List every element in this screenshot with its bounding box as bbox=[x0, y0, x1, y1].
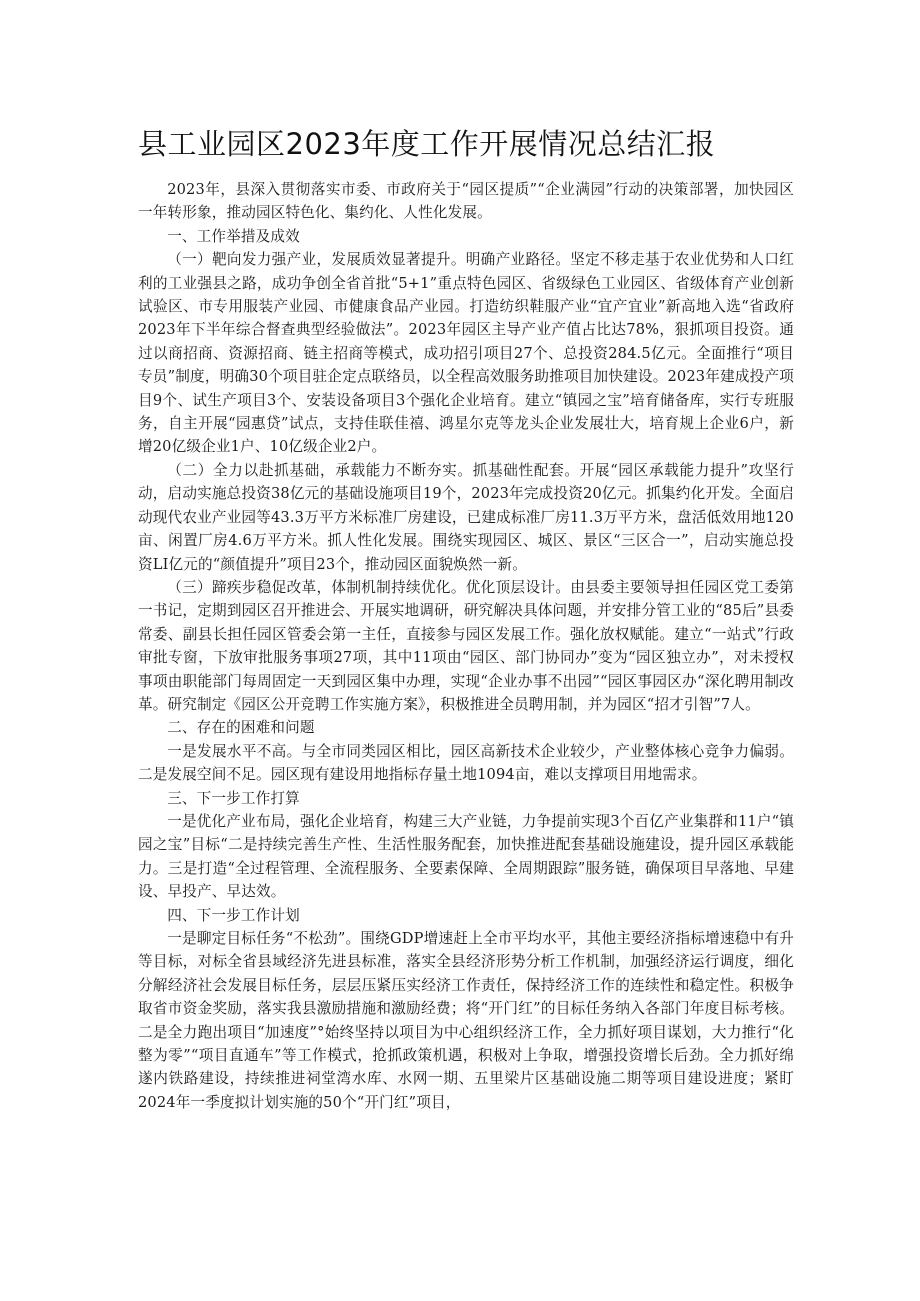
section-heading-problems: 二、存在的困难和问题 bbox=[167, 719, 315, 737]
section-heading-measures: 一、工作举措及成效 bbox=[167, 227, 300, 245]
paragraph-infrastructure: （二）全力以赴抓基础，承载能力不断夯实。抓基础性配套。开展“园区承载能力提升”攻坚行动，启动实施总投资38亿元的基础设施项目19个，2023年完成投资20亿元。抓集约化开发。全面启动现代农业产业园等43.3万平方米标准厂房建设，已建成标准厂房11.3万平方米，盘活低效用地120亩、闲置厂房4.6万平方米。抓人性化发展。围绕实现园区、城区、景区“三区合一”，启动实施总投资LI亿元的“颜值提升”项目23个，推动园区面貌焕然一新。 bbox=[138, 461, 794, 573]
section-heading-next-steps: 三、下一步工作打算 bbox=[167, 789, 300, 807]
intro-paragraph: 2023年，县深入贯彻落实市委、市政府关于“园区提质”“企业满园”行动的决策部署，加快园区一年转形象，推动园区特色化、集约化、人性化发展。 bbox=[138, 181, 794, 222]
section-heading-plan: 四、下一步工作计划 bbox=[167, 906, 300, 924]
paragraph-reform: （三）蹄疾步稳促改革，体制机制持续优化。优化顶层设计。由县委主要领导担任园区党工委第一书记，定期到园区召开推进会、开展实地调研，研究解决具体问题，并安排分管工业的“85后”县委常委、副县长担任园区管委会第一主任，直接参与园区发展工作。强化放权赋能。建立“一站式”行政审批专窗，下放审批服务事项27项，其中11项由“园区、部门协同办”变为“园区独立办”，对未授权事项由职能部门每周固定一天到园区集中办理，实现“企业办事不出园”“园区事园区办“深化聘用制改革。研究制定《园区公开竞聘工作实施方案》，积极推进全员聘用制，并为园区“招才引智”7人。 bbox=[138, 578, 794, 713]
document-title: 县工业园区2023年度工作开展情况总结汇报 bbox=[138, 127, 716, 161]
paragraph-next-steps: 一是优化产业布局，强化企业培育，构建三大产业链，力争提前实现3个百亿产业集群和11户“镇园之宝”目标“二是持续完善生产性、生活性服务配套，加快推进配套基础设施建设，提升园区承载能力。三是打造“全过程管理、全流程服务、全要素保障、全周期跟踪”服务链，确保项目早落地、早建设、早投产、早达效。 bbox=[138, 812, 794, 901]
paragraph-problems: 一是发展水平不高。与全市同类园区相比，园区高新技术企业较少，产业整体核心竞争力偏弱。二是发展空间不足。园区现有建设用地指标存量土地1094亩，难以支撑项目用地需求。 bbox=[138, 742, 794, 784]
paragraph-plan: 一是聊定目标任务“不松劲”。围绕GDP增速赶上全市平均水平，其他主要经济指标增速稳中有升等目标，对标全省县域经济先进县标准，落实全县经济形势分析工作机制，加强经济运行调度，细化分解经济社会发展目标任务，层层压紧压实经济工作责任，保持经济工作的连续性和稳定性。积极争取省市资金奖励，落实我县激励措施和激励经费；将“开门红”的目标任务纳入各部门年度目标考核。二是全力跑出项目“加速度”°始终坚持以项目为中心组织经济工作，全力抓好项目谋划，大力推行“化整为零”“项目直通车”等工作模式，抢抓政策机遇，积极对上争取，增强投资增长后劲。全力抓好绵遂内铁路建设，持续推进祠堂湾水库、水网一期、五里梁片区基础设施二期等项目建设进度；紧盯2024年一季度拟计划实施的50个“开门红”项目， bbox=[138, 930, 794, 1111]
paragraph-industry: （一）靶向发力强产业，发展质效显著提升。明确产业路径。坚定不移走基于农业优势和人口红利的工业强县之路，成功争创全省首批“5+1”重点特色园区、省级绿色工业园区、省级体育产业创新试验区、市专用服装产业园、市健康食品产业园。打造纺织鞋服产业“宜产宜业”新高地入选“省政府2023年下半年综合督查典型经验做法”。2023年园区主导产业产值占比达78%，狠抓项目投资。通过以商招商、资源招商、链主招商等模式，成功招引项目27个、总投资284.5亿元。全面推行“项目专员”制度，明确30个项目驻企定点联络员，以全程高效服务助推项目加快建设。2023年建成投产项目9个、试生产项目3个、安装设备项目3个强化企业培育。建立“镇园之宝”培育储备库，实行专班服务，自主开展“园惠贷”试点，支持佳联佳禧、鸿星尔克等龙头企业发展壮大，培育规上企业6户，新增20亿级企业1户、10亿级企业2户。 bbox=[138, 251, 794, 456]
document-body bbox=[138, 178, 794, 1114]
